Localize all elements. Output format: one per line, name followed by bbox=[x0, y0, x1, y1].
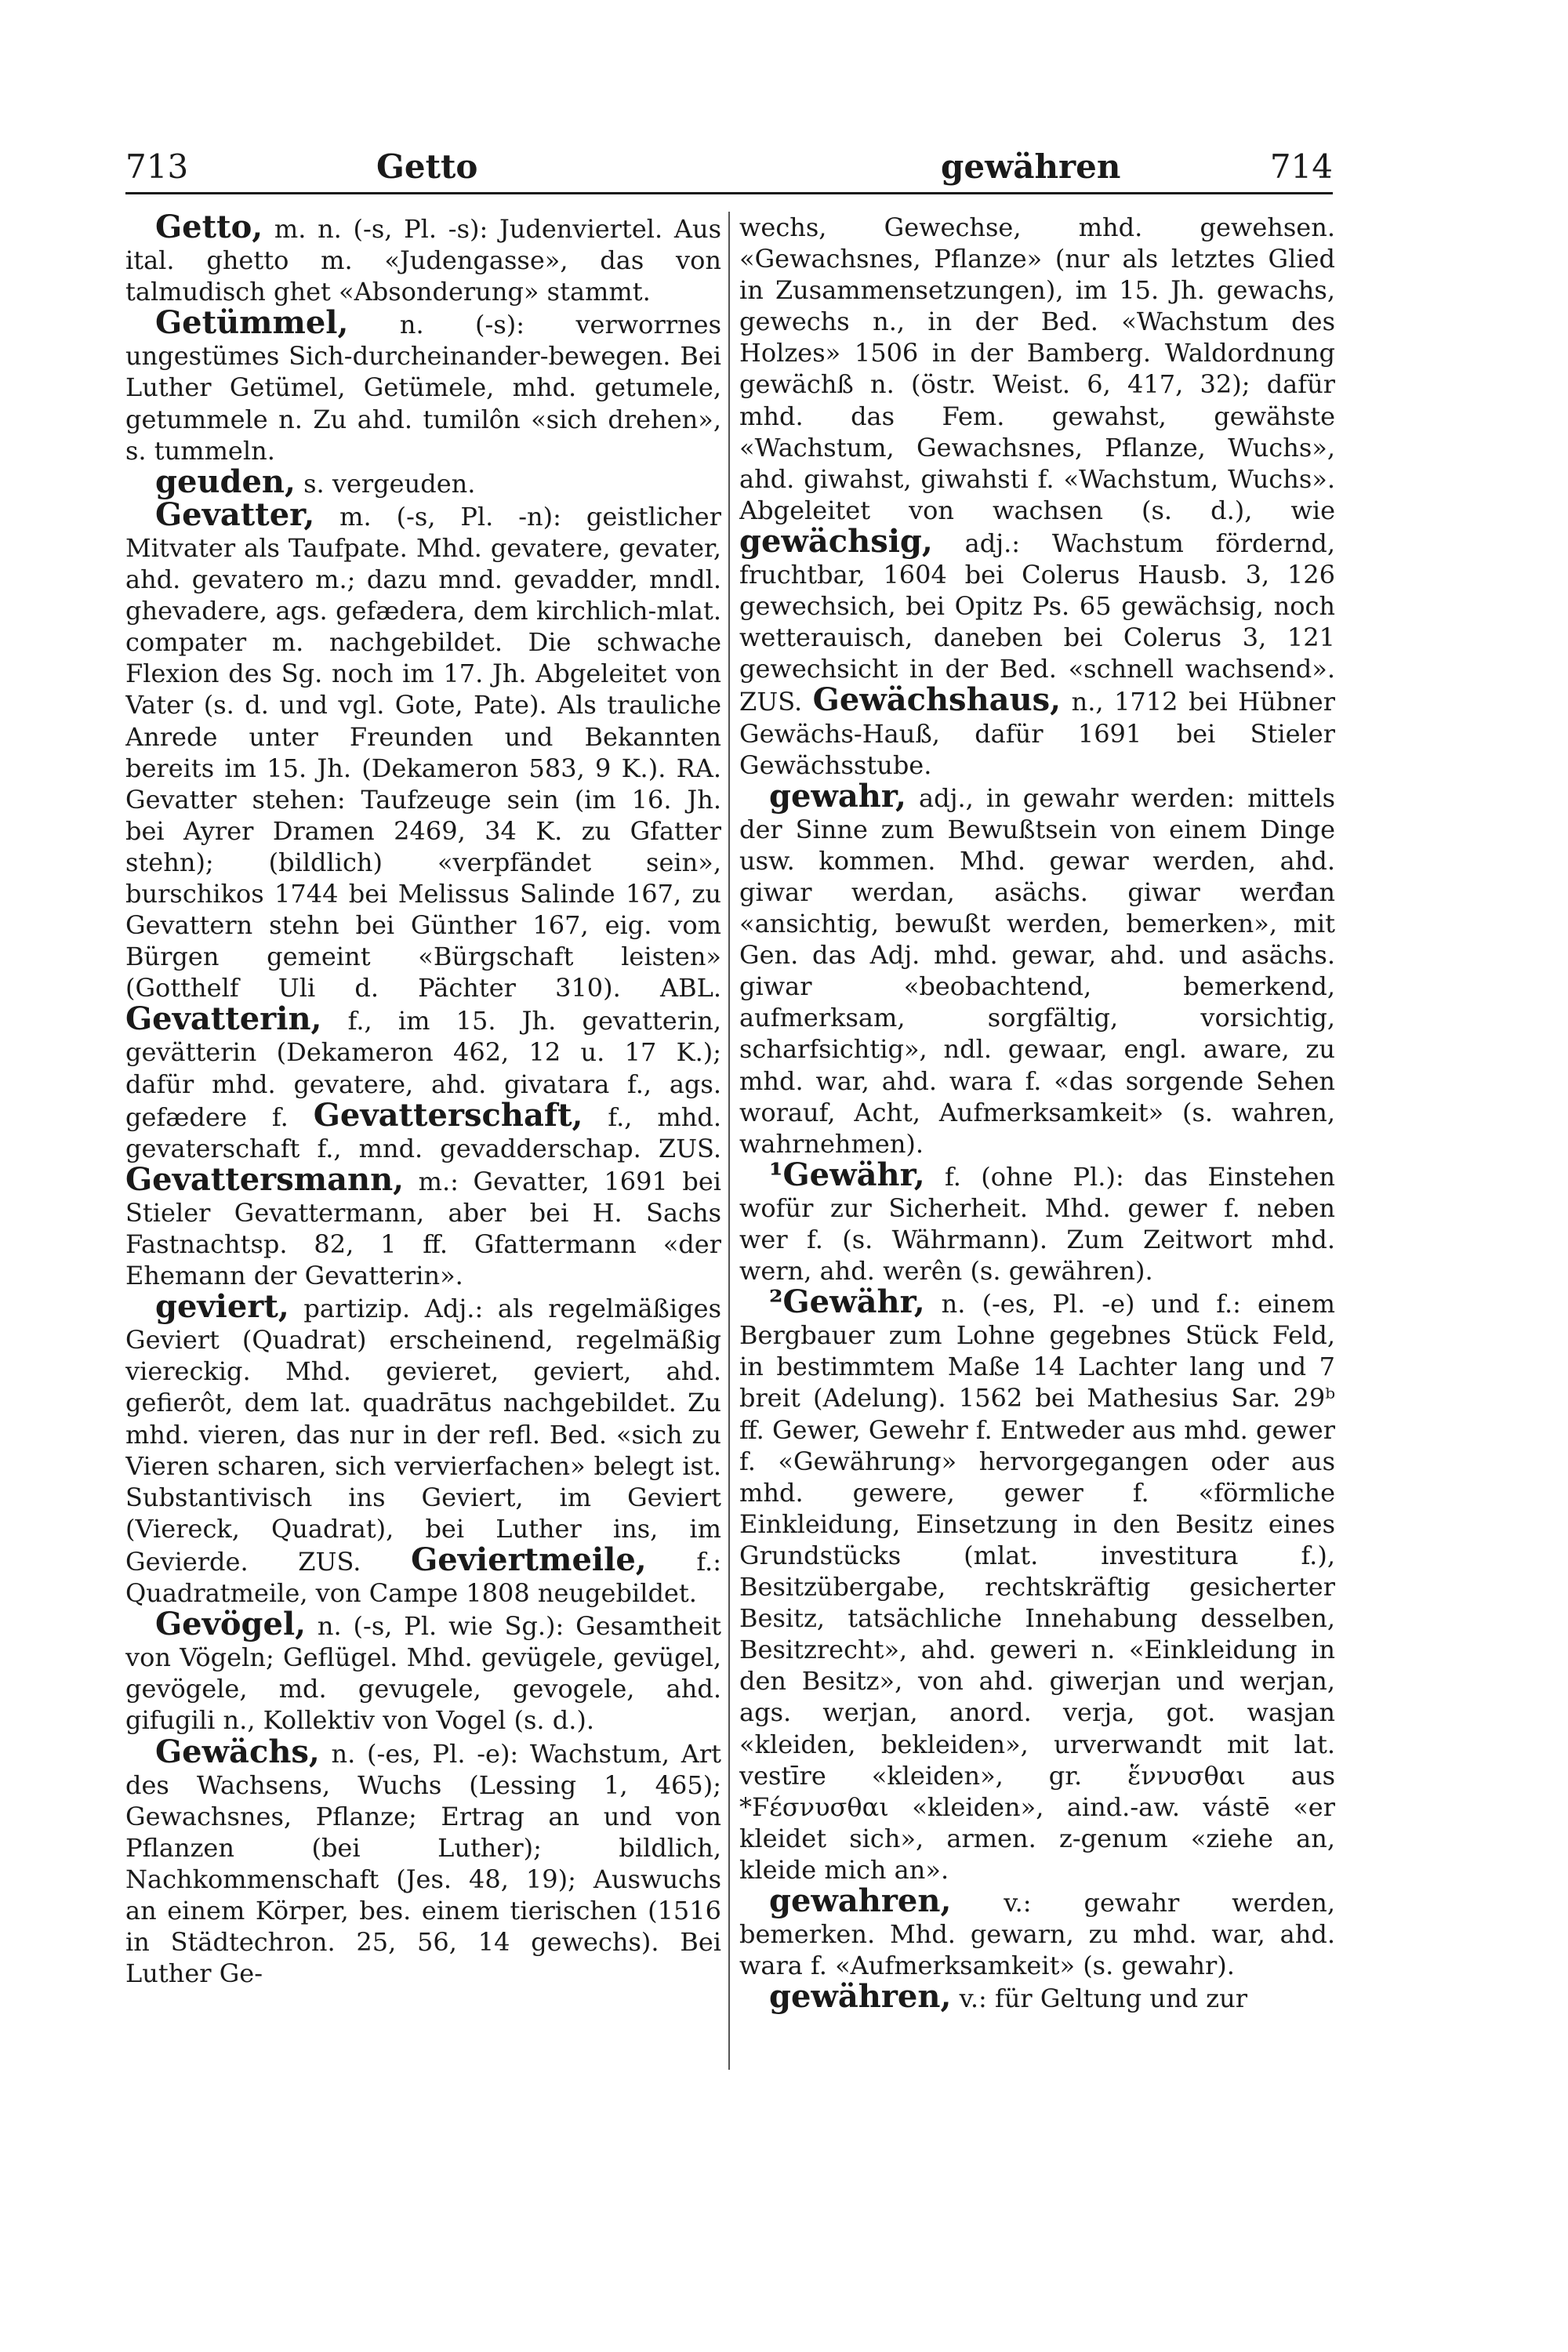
right-running-head: gewähren bbox=[941, 147, 1121, 186]
entry-text: m. (-s, Pl. -n): geistlicher Mitvater als Taufpate. Mhd. gevatere, gevater, ahd. gevatero m.; dazu mnd. gevadder, mndl. ghevadere, ags. gefædera, dem kirchlich-mlat. compater m. nachgebildet. Die schwache Flexion des Sg. noch im 17. Jh. Abgeleitet von Vater (s. d. und vgl. Gote, Pate). Als trauliche Anrede unter Freunden und Bekannten bereits im 15. Jh. (Dekameron 583, 9 K.). RA. Gevatter stehen: Taufzeuge sein (im 16. Jh. bei Ayrer Dramen 2469, 34 K. zu Gfatter stehn); (bildlich) «verpfändet sein», burschikos 1744 bei Melissus Salinde 167, zu Gevattern stehn bei Günther 167, eig. vom Bürgen gemeint «Bürgschaft leisten» (Gotthelf Uli d. Pächter 310). ABL. bbox=[125, 501, 721, 1004]
entry-text: adj., in gewahr werden: mittels der Sinne zum Bewußtsein von einem Dinge usw. kommen. Mhd. gewar werden, ahd. giwar werdan, asächs. giwar werđan «ansichtig, bewußt werden, bemerken», mit Gen. das Adj. mhd. gewar, ahd. und asächs. giwar «beobachtend, bemerkend, aufmerksam, sorgfältig, vorsichtig, scharfsichtig», ndl. gewaar, engl. aware, zu mhd. war, ahd. wara f. «das sorgende Sehen worauf, Acht, Aufmerksamkeit» (s. wahren, wahrnehmen). bbox=[739, 782, 1335, 1159]
lemma: gewahren, bbox=[769, 1882, 952, 1919]
entry-text: n. (-es, Pl. -e): Wachstum, Art des Wachsens, Wuchs (Lessing 1, 465); Gewachsnes, Pflanze; Ertrag an und von Pflanzen (bei Luther); bildlich, Nachkommenschaft (Jes. 48, 19); Auswuchs an einem Körper, bes. einem tierischen (1516 in Städtechron. 25, 56, 14 gewechs). Bei Luther Ge- bbox=[125, 1738, 721, 1989]
entry-continuation bbox=[739, 212, 1335, 781]
sublemma: Gevattersmann, bbox=[125, 1160, 405, 1198]
sublemma: Geviertmeile, bbox=[411, 1541, 647, 1578]
lemma: Gevögel, bbox=[155, 1606, 307, 1643]
left-column bbox=[125, 212, 721, 2078]
right-page-number: 714 bbox=[1269, 147, 1333, 186]
right-column bbox=[739, 212, 1335, 2078]
entry-gewaehr-1 bbox=[739, 1156, 1335, 1287]
entry-geviert bbox=[125, 1288, 721, 1609]
lemma: geviert, bbox=[155, 1288, 289, 1326]
lemma: Getto, bbox=[155, 212, 263, 245]
entry-text: m.: Gevatter, 1691 bei Stieler Gevattermann, aber bei H. Sachs Fastnachtsp. 82, 1 ff. Gfattermann «der Ehemann der Gevatterin». bbox=[125, 1166, 721, 1291]
entry-text: v.: gewahr werden, bemerken. Mhd. gewarn, zu mhd. war, ahd. wara f. «Aufmerksamkeit» (s. gewahr). bbox=[739, 1887, 1335, 1981]
lemma: ²Gewähr, bbox=[769, 1283, 925, 1321]
sublemma: Gevatterin, bbox=[125, 1000, 322, 1038]
entry-getuemmel bbox=[125, 304, 721, 466]
lemma: gewahr, bbox=[769, 777, 906, 815]
entry-gevatter bbox=[125, 495, 721, 1291]
column-divider bbox=[728, 212, 730, 2070]
sublemma: Gevatterschaft, bbox=[313, 1096, 583, 1134]
entry-text: f.: Quadratmeile, von Campe 1808 neugebildet. bbox=[125, 1546, 721, 1609]
entry-text: partizip. Adj.: als regelmäßiges Geviert (Quadrat) erscheinend, regelmäßig viereckig. Mhd. gevieret, geviert, ahd. gefierôt, dem lat. quadrātus nachgebildet. Zu mhd. vieren, das nur in der refl. Bed. «sich zu Vieren scharen, sich vervierfachen» belegt ist. Substantivisch ins Geviert, im Geviert (Viereck, Quadrat), bei Luther ins, im Gevierde. ZUS. bbox=[125, 1294, 721, 1577]
entry-getto bbox=[125, 212, 721, 307]
entry-geuden bbox=[125, 463, 721, 500]
lemma: gewähren, bbox=[769, 1978, 952, 2016]
entry-text: m. n. (-s, Pl. -s): Judenviertel. Aus ital. ghetto m. «Judengasse», das von talmudisch ghet «Absonderung» stammt. bbox=[125, 214, 721, 307]
entry-text: n. (-s): verworrnes ungestümes Sich-durcheinander-bewegen. Bei Luther Getümel, Getümele, mhd. getumele, getummele n. Zu ahd. tumilôn «sich drehen», s. tummeln. bbox=[125, 310, 721, 466]
entry-text: f., im 15. Jh. gevatterin, gevätterin (Dekameron 462, 12 u. 17 K.); dafür mhd. gevatere, ahd. givatara f., ags. gefædere f. bbox=[125, 1006, 721, 1132]
entry-text: s. vergeuden. bbox=[295, 468, 476, 499]
sublemma: Gewächshaus, bbox=[812, 681, 1062, 719]
lemma: Gewächs, bbox=[155, 1733, 320, 1770]
entry-text: wechs, Gewechse, mhd. gewehsen. «Gewachsnes, Pflanze» (nur als letztes Glied in Zusammensetzungen), im 15. Jh. gewachs, gewechs n., in der Bed. «Wachstum des Holzes» 1506 in der Bamberg. Waldordnung gewächß n. (östr. Weist. 6, 417, 32); dafür mhd. das Fem. gewahst, gewähste «Wachstum, Gewachsnes, Pflanze, Wuchs», ahd. giwahst, giwahsti f. «Wachstum, Wuchs». Abgeleitet von wachsen (s. d.), wie bbox=[739, 212, 1335, 525]
page-header bbox=[125, 147, 1333, 191]
entry-gewaehr-2 bbox=[739, 1283, 1335, 1886]
lemma: Getümmel, bbox=[155, 304, 349, 342]
lemma: ¹Gewähr, bbox=[769, 1156, 925, 1193]
entry-text: v.: für Geltung und zur bbox=[951, 1984, 1247, 2014]
entry-gewaechs bbox=[125, 1733, 721, 1990]
sublemma: gewächsig, bbox=[739, 522, 933, 560]
left-page-number: 713 bbox=[125, 147, 189, 186]
entry-gewahren bbox=[739, 1882, 1335, 1981]
entry-gewahr bbox=[739, 777, 1335, 1160]
left-running-head: Getto bbox=[376, 147, 478, 186]
entry-text: n., 1712 bei Hübner Gewächs-Hauß, dafür 1691 bei Stieler Gewächsstube. bbox=[739, 687, 1335, 780]
header-rule bbox=[125, 192, 1333, 194]
entry-text: n. (-es, Pl. -e) und f.: einem Bergbauer zum Lohne gegebnes Stück Feld, in bestimmtem Maße 14 Lachter lang und 7 breit (Adelung). 1562 bei Mathesius Sar. 29ᵇ ff. Gewer, Gewehr f. Entweder aus mhd. gewer f. «Gewährung» hervorgegangen oder aus mhd. gewere, gewer f. «förmliche Einkleidung, Einsetzung in den Besitz eines Grundstücks (mlat. investitura f.), Besitzübergabe, rechtskräftig gesicherter Besitz, tatsächliche Innehabung desselben, Besitzrecht», ahd. geweri n. «Einkleidung in den Besitz», von ahd. giwerjan und werjan, ags. werjan, anord. verja, got. wasjan «kleiden, bekleiden», urverwandt mit lat. vestīre «kleiden», gr. ἕννυσθαι aus *Ϝέσνυσθαι «kleiden», aind.-aw. vástē «er kleidet sich», armen. z-genum «ziehe an, kleide mich an». bbox=[739, 1289, 1335, 1885]
lemma: geuden, bbox=[155, 463, 296, 500]
entry-text: f., mhd. gevaterschaft f., mnd. gevadderschap. ZUS. bbox=[125, 1102, 721, 1163]
entry-gevoegel bbox=[125, 1606, 721, 1736]
entry-gewaehren bbox=[739, 1978, 1335, 2016]
entry-text: adj.: Wachstum fördernd, fruchtbar, 1604 bei Colerus Hausb. 3, 126 gewechsich, bei Opitz Ps. 65 gewächsig, noch wetterauisch, daneben bei Colerus 3, 121 gewechsicht in der Bed. «schnell wachsend». ZUS. bbox=[739, 528, 1335, 717]
lemma: Gevatter, bbox=[155, 495, 315, 533]
entry-text: n. (-s, Pl. wie Sg.): Gesamtheit von Vögeln; Geflügel. Mhd. gevügele, gevügel, gevögele, md. gevugele, gevogele, ahd. gifugili n., Kollektiv von Vogel (s. d.). bbox=[125, 1611, 721, 1736]
entry-text: f. (ohne Pl.): das Einstehen wofür zur Sicherheit. Mhd. gewer f. neben wer f. (s. Währmann). Zum Zeitwort mhd. wern, ahd. werên (s. gewähren). bbox=[739, 1161, 1335, 1287]
